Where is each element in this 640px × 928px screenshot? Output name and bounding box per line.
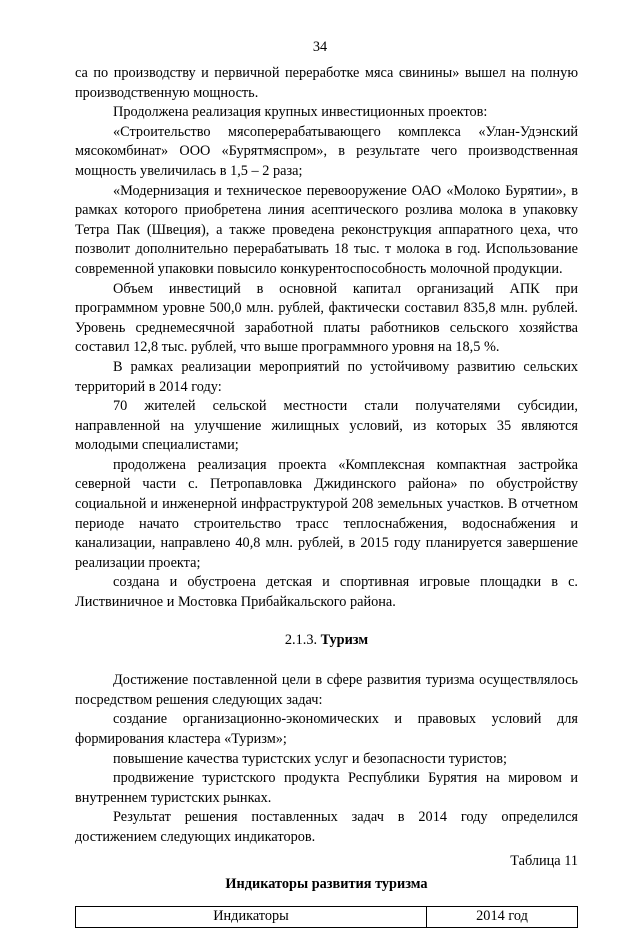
paragraph: Объем инвестиций в основной капитал организаций АПК при программном уровне 500,0 млн. рублей, фактически составил 835,8 млн. рублей. Уровень среднемесячной заработной платы работников сельского хозяйства составил 12,8 тыс. рублей, что выше программного уровня на 18,5 %. <box>75 280 578 356</box>
paragraph: «Строительство мясоперерабатывающего комплекса «Улан-Удэнский мясокомбинат» ООО «Бурятмяспром», в результате чего производственная мощность увеличилась в 1,5 – 2 раза; <box>75 123 578 179</box>
table-label: Таблица 11 <box>510 852 578 869</box>
paragraph: «Модернизация и техническое перевооружение ОАО «Молоко Бурятии», в рамках которого приобретена линия асептического розлива молока в упаковку Тетра Пак (Швеция), а также проведена реконструкция аппаратного цеха, что позволит дополнительно перерабатывать 18 тыс. т молока в год. Использование современной упаковки повысило конкурентоспособность молочной продукции. <box>75 182 578 277</box>
table-header-row <box>76 906 578 927</box>
page-number: 34 <box>312 39 328 55</box>
paragraph: В рамках реализации мероприятий по устойчивому развитию сельских территорий в 2014 году: <box>75 358 578 395</box>
paragraph: продолжена реализация проекта «Комплексная компактная застройка северной части с. Петропавловка Джидинского района» по обустройству социальной и инженерной инфраструктурой 208 земельных участков. В отчетном периоде начато строительство трасс теплоснабжения, водоснабжения и канализации, направлено 40,8 млн. рублей, в 2015 году планируется завершение реализации проекта; <box>75 456 578 571</box>
document-body <box>75 64 578 928</box>
paragraph: создание организационно-экономических и правовых условий для формирования кластера «Туризм»; <box>75 711 578 747</box>
paragraph: Результат решения поставленных задач в 2014 году определился достижением следующих индикаторов. <box>75 809 578 845</box>
paragraph: продвижение туристского продукта Республики Бурятия на мировом и внутреннем туристских рынках. <box>75 770 578 806</box>
paragraph: Продолжена реализация крупных инвестиционных проектов: <box>113 104 488 121</box>
paragraphs-top <box>75 64 578 613</box>
paragraph: са по производству и первичной переработке мяса свинины» вышел на полную производственную мощность. <box>75 65 578 101</box>
section-number: 2.1.3. <box>284 631 318 648</box>
paragraph: Достижение поставленной цели в сфере развития туризма осуществлялось посредством решения следующих задач: <box>75 672 578 708</box>
paragraph: повышение качества туристских услуг и безопасности туристов; <box>113 750 508 767</box>
paragraphs-bottom <box>75 671 578 847</box>
table-title: Индикаторы развития туризма <box>225 876 428 893</box>
paragraph: создана и обустроена детская и спортивная игровые площадки в с. Листвиничное и Мостовка Прибайкальского района. <box>75 574 578 611</box>
section-title: Туризм <box>320 631 369 648</box>
section-heading <box>75 631 578 651</box>
indicators-table <box>75 906 578 928</box>
table-header-indicators: Индикаторы <box>76 906 427 927</box>
table-header-year: 2014 год <box>427 906 578 927</box>
paragraph: 70 жителей сельской местности стали получателями субсидии, направленной на улучшение жилищных условий, из которых 35 являются молодыми специалистами; <box>75 398 578 454</box>
